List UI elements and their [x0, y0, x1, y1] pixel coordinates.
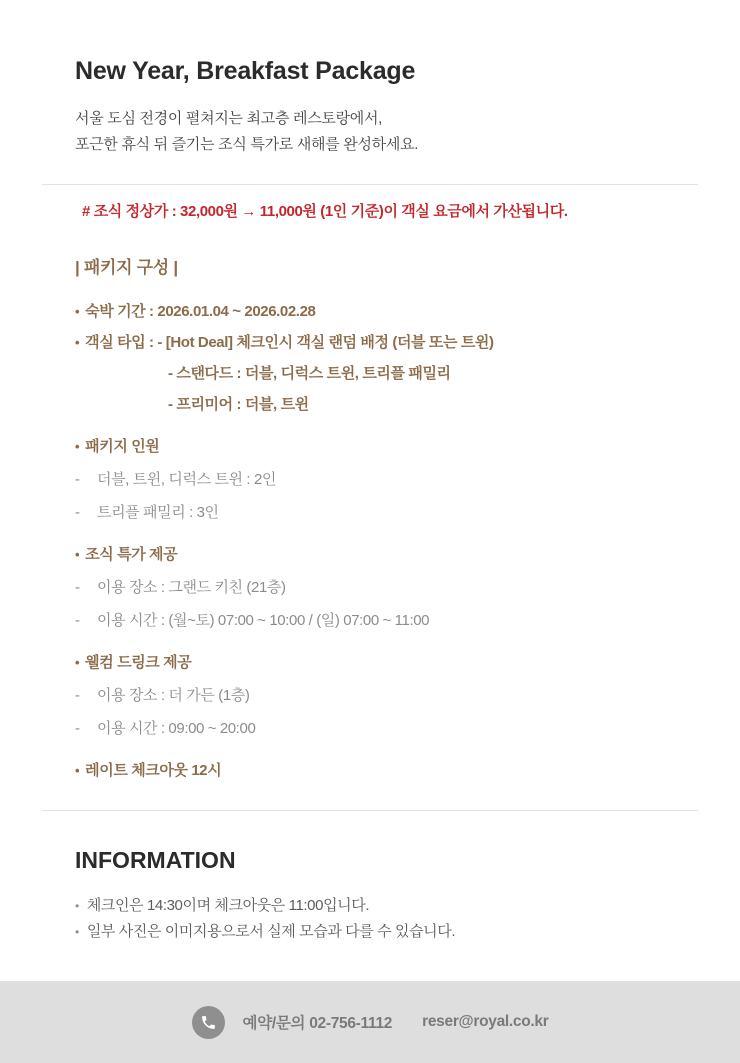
package-item-room-type-standard	[168, 365, 698, 382]
contact-phone-label: 예약/문의 02-756-1112	[242, 1015, 393, 1032]
phone-icon	[192, 1006, 225, 1039]
info-bullet-marker-icon: •	[75, 925, 79, 939]
package-item-text: 이용 장소 : 더 가든 (1층)	[97, 687, 250, 704]
page-subtitle	[75, 106, 698, 158]
contact-footer	[0, 981, 740, 1063]
package-item-occupancy-header	[75, 438, 698, 455]
package-item-text: 이용 시간 : 09:00 ~ 20:00	[97, 720, 256, 737]
bullet-marker-icon: •	[75, 655, 80, 670]
subtitle-line-1: 서울 도심 전경이 펼쳐지는 최고층 레스토랑에서,	[75, 110, 383, 127]
package-item-welcome-drink-place	[75, 687, 698, 704]
package-item-occupancy-double	[75, 471, 698, 488]
package-item-breakfast-place	[75, 579, 698, 596]
information-divider	[42, 810, 698, 811]
bullet-marker-icon: •	[75, 547, 80, 562]
package-item-text: 이용 장소 : 그랜드 키친 (21층)	[97, 579, 286, 596]
package-item-text: 더블, 트윈, 디럭스 트윈 : 2인	[97, 471, 276, 488]
dash-marker-icon: -	[75, 579, 80, 596]
package-item-text: 조식 특가 제공	[85, 546, 178, 563]
package-item-text: 웰컴 드링크 제공	[85, 654, 192, 671]
package-item-occupancy-triple	[75, 504, 698, 521]
package-item-text: - 프리미어 : 더블, 트윈	[168, 396, 309, 413]
breakfast-price-notice: # 조식 정상가 : 32,000원 → 11,000원 (1인 기준)이 객실 요금에서 가산됩니다.	[82, 203, 568, 220]
package-item-late-checkout	[75, 762, 698, 779]
information-item-text: 체크인은 14:30이며 체크아웃은 11:00입니다.	[86, 897, 370, 914]
package-item-breakfast-header	[75, 546, 698, 563]
bullet-marker-icon: •	[75, 439, 80, 454]
bullet-marker-icon: •	[75, 763, 80, 778]
dash-marker-icon: -	[75, 504, 80, 521]
package-item-text: 숙박 기간 : 2026.01.04 ~ 2026.02.28	[85, 303, 316, 320]
package-item-text: - 스탠다드 : 더블, 디럭스 트윈, 트리플 패밀리	[168, 365, 451, 382]
info-bullet-marker-icon: •	[75, 899, 79, 913]
information-list	[75, 893, 698, 945]
page-title: New Year, Breakfast Package	[75, 57, 416, 85]
contact-email: reser@royal.co.kr	[422, 1013, 549, 1030]
package-item-text: 객실 타입 : - [Hot Deal] 체크인시 객실 랜덤 배정 (더블 또는 트윈)	[85, 334, 494, 351]
information-title: INFORMATION	[75, 847, 236, 873]
package-item-welcome-drink-hours	[75, 720, 698, 737]
package-item-room-type-premier	[168, 396, 698, 413]
package-list	[42, 303, 698, 779]
package-item-breakfast-hours	[75, 612, 698, 629]
package-item-room-type	[75, 334, 698, 351]
top-divider	[42, 184, 698, 185]
package-item-text: 트리플 패밀리 : 3인	[97, 504, 219, 521]
bullet-marker-icon: •	[75, 304, 80, 319]
dash-marker-icon: -	[75, 471, 80, 488]
package-section-title: | 패키지 구성 |	[75, 258, 178, 277]
information-item-photos	[75, 919, 698, 945]
dash-marker-icon: -	[75, 612, 80, 629]
package-item-text: 레이트 체크아웃 12시	[85, 762, 222, 779]
information-item-text: 일부 사진은 이미지용으로서 실제 모습과 다를 수 있습니다.	[86, 923, 456, 940]
dash-marker-icon: -	[75, 720, 80, 737]
information-item-checkin	[75, 893, 698, 919]
subtitle-line-2: 포근한 휴식 뒤 즐기는 조식 특가로 새해를 완성하세요.	[75, 136, 419, 153]
package-item-stay-period	[75, 303, 698, 320]
package-item-text: 패키지 인원	[85, 438, 160, 455]
bullet-marker-icon: •	[75, 335, 80, 350]
package-item-text: 이용 시간 : (월~토) 07:00 ~ 10:00 / (일) 07:00 ~ 11:00	[97, 612, 430, 629]
dash-marker-icon: -	[75, 687, 80, 704]
package-item-welcome-drink-header	[75, 654, 698, 671]
